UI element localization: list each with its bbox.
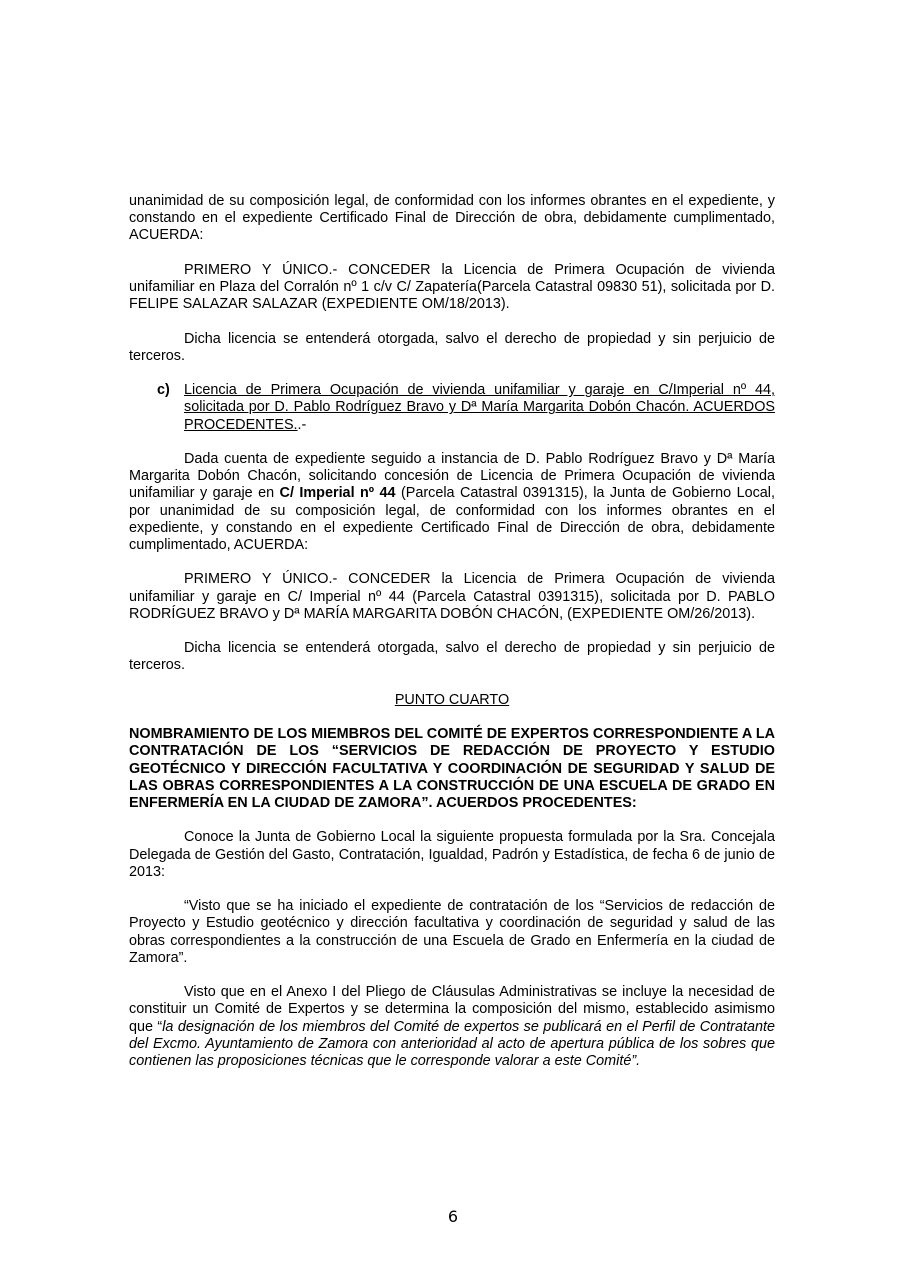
paragraph-primero-unico-1: PRIMERO Y ÚNICO.- CONCEDER la Licencia de Primera Ocupación de vivienda unifamiliar en Plaza del Corralón nº 1 c/v C/ Zapatería(Parcela Catastral 09830 51), solicitada por D. FELIPE SALAZAR SALAZAR (EXPEDIENTE OM/18/2013). [129, 261, 775, 313]
item-c-suffix: .- [297, 416, 307, 433]
paragraph-visto-expediente: “Visto que se ha iniciado el expediente de contratación de los “Servicios de redacción de Proyecto y Estudio geotécnico y dirección facultativa y coordinación de seguridad y salud de las obras correspondientes a la construcción de una Escuela de Grado en Enfermería en la ciudad de Zamora”. [129, 898, 775, 966]
paragraph-conoce-junta: Conoce la Junta de Gobierno Local la siguiente propuesta formulada por la Sra. Concejala Delegada de Gestión del Gasto, Contratación, Igualdad, Padrón y Estadística, de fecha 6 de junio de 2013: [129, 829, 775, 880]
paragraph-dada-cuenta-part1: Dada cuenta de expediente seguido a instancia de D. Pablo Rodríguez Bravo y Dª María Margarita Dobón Chacón, solicitando concesión de Licencia de Primera Ocupación de vivienda unifamiliar y garaje en [129, 450, 775, 502]
paragraph-visto-anexo-part1: Visto que en el Anexo I del Pliego de Cláusulas Administrativas se incluye la necesidad de constituir un Comité de Expertos y se determina la composición del mismo, establecido asimismo que “ [129, 984, 775, 1035]
list-item-c [129, 382, 775, 434]
section-title: PUNTO CUARTO [394, 691, 510, 708]
paragraph-primero-unico-2: PRIMERO Y ÚNICO.- CONCEDER la Licencia de Primera Ocupación de vivienda unifamiliar y garaje en C/ Imperial nº 44 (Parcela Catastral 0391315), solicitada por D. PABLO RODRÍGUEZ BRAVO y Dª MARÍA MARGARITA DOBÓN CHACÓN, (EXPEDIENTE OM/26/2013). [129, 571, 775, 622]
paragraph-licencia-otorgada-1: Dicha licencia se entenderá otorgada, salvo el derecho de propiedad y sin perjuicio de terceros. [129, 330, 775, 364]
list-marker: c) [157, 382, 170, 399]
item-c-title: Licencia de Primera Ocupación de vivienda unifamiliar y garaje en C/Imperial nº 44, solicitada por D. Pablo Rodríguez Bravo y Dª María Margarita Dobón Chacón. ACUERDOS PROCEDENTES. [184, 382, 775, 433]
paragraph-visto-anexo [129, 984, 775, 1070]
paragraph-dada-cuenta-part2: (Parcela Catastral 0391315), la Junta de Gobierno Local, por unanimidad de su composición legal, de conformidad con los informes obrantes en el expediente, y constando en el expediente Certificado Final de Dirección de obra, debidamente cumplimentado, ACUERDA: [129, 485, 775, 553]
document-body [129, 193, 775, 1087]
paragraph-licencia-otorgada-2: Dicha licencia se entenderá otorgada, salvo el derecho de propiedad y sin perjuicio de terceros. [129, 640, 775, 674]
section-heading: NOMBRAMIENTO DE LOS MIEMBROS DEL COMITÉ DE EXPERTOS CORRESPONDIENTE A LA CONTRATACIÓN DE LOS “SERVICIOS DE REDACCIÓN DE PROYECTO Y ESTUDIO GEOTÉCNICO Y DIRECCIÓN FACULTATIVA Y COORDINACIÓN DE SEGURIDAD Y SALUD DE LAS OBRAS CORRESPONDIENTES A LA CONSTRUCCIÓN DE UNA ESCUELA DE GRADO EN ENFERMERÍA EN LA CIUDAD DE ZAMORA”. ACUERDOS PROCEDENTES: [129, 726, 775, 811]
address-bold: C/ Imperial nº 44 [279, 485, 396, 502]
page-number: 6 [447, 1207, 459, 1226]
paragraph-intro: unanimidad de su composición legal, de conformidad con los informes obrantes en el expediente, y constando en el expediente Certificado Final de Dirección de obra, debidamente cumplimentado, ACUERDA: [129, 193, 775, 244]
paragraph-visto-anexo-quote: la designación de los miembros del Comité de expertos se publicará en el Perfil de Contratante del Excmo. Ayuntamiento de Zamora con anterioridad al acto de apertura pública de los sobres que contienen las proposiciones técnicas que le corresponde valorar a este Comité”. [129, 1018, 775, 1069]
paragraph-dada-cuenta [129, 451, 775, 554]
